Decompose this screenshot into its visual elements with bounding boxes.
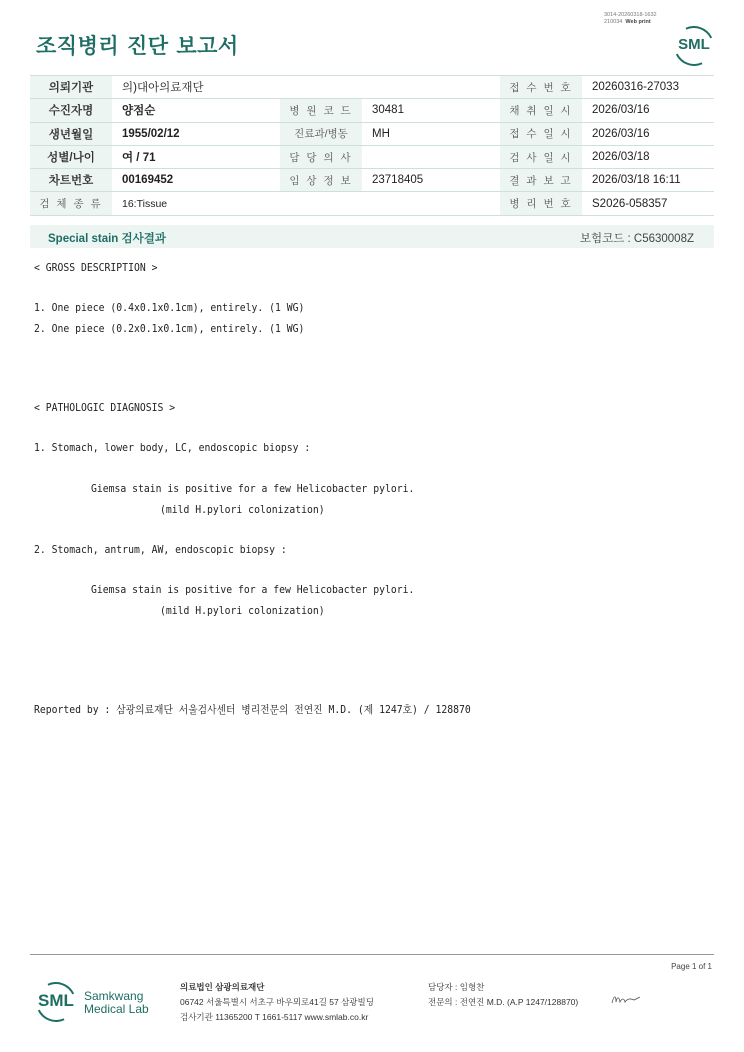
info-label: 생년월일 xyxy=(30,122,112,145)
org-name: 의료법인 삼광의료재단 xyxy=(180,982,265,992)
info-label: 검 체 종 류 xyxy=(30,192,112,215)
gross-line-2: 2. One piece (0.2x0.1x0.1cm), entirely. (1 WG) xyxy=(34,323,305,335)
info-label: 성별/나이 xyxy=(30,145,112,168)
org-address: 06742 서울특별시 서초구 바우뫼로41길 57 삼광빌딩 xyxy=(180,997,374,1007)
info-label: 병 리 번 호 xyxy=(500,192,582,215)
info-value xyxy=(362,145,500,168)
footer-logo-name xyxy=(84,990,149,1016)
table-row xyxy=(30,145,714,168)
staff-label: 담당자 : xyxy=(428,982,458,992)
diagnosis-note-1: (mild H.pylori colonization) xyxy=(160,504,325,516)
info-label: 수진자명 xyxy=(30,99,112,122)
sml-logo-icon xyxy=(674,26,714,66)
info-label: 의뢰기관 xyxy=(30,76,112,99)
web-print-label: Web print xyxy=(625,19,651,25)
page-title: 조직병리 진단 보고서 xyxy=(36,34,239,58)
sml-footer-logo-icon xyxy=(36,982,76,1022)
info-label: 접 수 번 호 xyxy=(500,76,582,99)
info-label: 결 과 보 고 xyxy=(500,169,582,192)
specialist-label: 전문의 : xyxy=(428,997,458,1007)
insurance-code: 보험코드 : C5630008Z xyxy=(579,233,694,245)
sml-logo-text: SML xyxy=(678,36,710,53)
table-row xyxy=(30,192,714,215)
specialist-value: 전연진 M.D. (A.P 1247/128870) xyxy=(459,997,579,1007)
print-code-line1: 3014-20260318-1632 xyxy=(604,12,657,18)
table-row xyxy=(30,76,714,99)
print-code-line2: 210034 xyxy=(604,19,623,25)
info-value: 의)대아의료재단 xyxy=(112,76,500,99)
footer-organization xyxy=(180,980,374,1025)
info-value: S2026-058357 xyxy=(582,192,714,215)
logo-name-line2: Medical Lab xyxy=(84,1002,149,1016)
sml-footer-logo-text: SML xyxy=(38,991,74,1010)
info-value: 양점순 xyxy=(112,99,280,122)
info-value: MH xyxy=(362,122,500,145)
info-value: 1955/02/12 xyxy=(112,122,280,145)
special-stain-bar xyxy=(30,225,714,248)
patient-info-table xyxy=(30,75,714,216)
diagnosis-site-2: 2. Stomach, antrum, AW, endoscopic biopsy : xyxy=(34,544,287,556)
reported-by: Reported by : 삼광의료재단 서울검사센터 병리전문의 전연진 M.D. (제 1247호) / 128870 xyxy=(34,704,471,716)
info-label: 담 당 의 사 xyxy=(280,145,362,168)
org-contact: 검사기관 11365200 T 1661-5117 www.smlab.co.kr xyxy=(180,1012,369,1022)
info-value: 2026/03/18 xyxy=(582,145,714,168)
info-value: 30481 xyxy=(362,99,500,122)
info-label: 임 상 정 보 xyxy=(280,169,362,192)
info-label: 채 취 일 시 xyxy=(500,99,582,122)
info-value: 23718405 xyxy=(362,169,500,192)
info-label: 진료과/병동 xyxy=(280,122,362,145)
info-value: 2026/03/16 xyxy=(582,99,714,122)
diagnosis-note-2: (mild H.pylori colonization) xyxy=(160,605,325,617)
logo-name-line1: Samkwang xyxy=(84,989,144,1003)
info-label: 병 원 코 드 xyxy=(280,99,362,122)
diagnosis-finding-2: Giemsa stain is positive for a few Helicobacter pylori. xyxy=(91,584,415,596)
info-value: 20260316-27033 xyxy=(582,76,714,99)
print-code xyxy=(604,12,657,26)
diagnosis-finding-1: Giemsa stain is positive for a few Helicobacter pylori. xyxy=(91,483,415,495)
signature-icon xyxy=(610,993,642,1007)
table-row xyxy=(30,169,714,192)
info-value: 2026/03/16 xyxy=(582,122,714,145)
info-label: 차트번호 xyxy=(30,169,112,192)
info-value: 2026/03/18 16:11 xyxy=(582,169,714,192)
gross-line-1: 1. One piece (0.4x0.1x0.1cm), entirely. (1 WG) xyxy=(34,302,305,314)
diagnosis-heading: < PATHOLOGIC DIAGNOSIS > xyxy=(34,402,176,414)
special-stain-title: Special stain 검사결과 xyxy=(48,233,166,245)
table-row xyxy=(30,99,714,122)
info-value: 16:Tissue xyxy=(112,192,500,215)
diagnosis-site-1: 1. Stomach, lower body, LC, endoscopic biopsy : xyxy=(34,442,311,454)
footer-divider xyxy=(30,954,714,955)
info-label: 검 사 일 시 xyxy=(500,145,582,168)
table-row xyxy=(30,122,714,145)
gross-heading: < GROSS DESCRIPTION > xyxy=(34,262,158,274)
info-label: 접 수 일 시 xyxy=(500,122,582,145)
footer-staff xyxy=(428,980,578,1010)
info-value: 여 / 71 xyxy=(112,145,280,168)
info-value: 00169452 xyxy=(112,169,280,192)
staff-value: 임형찬 xyxy=(459,982,485,992)
page-number: Page 1 of 1 xyxy=(671,962,712,971)
